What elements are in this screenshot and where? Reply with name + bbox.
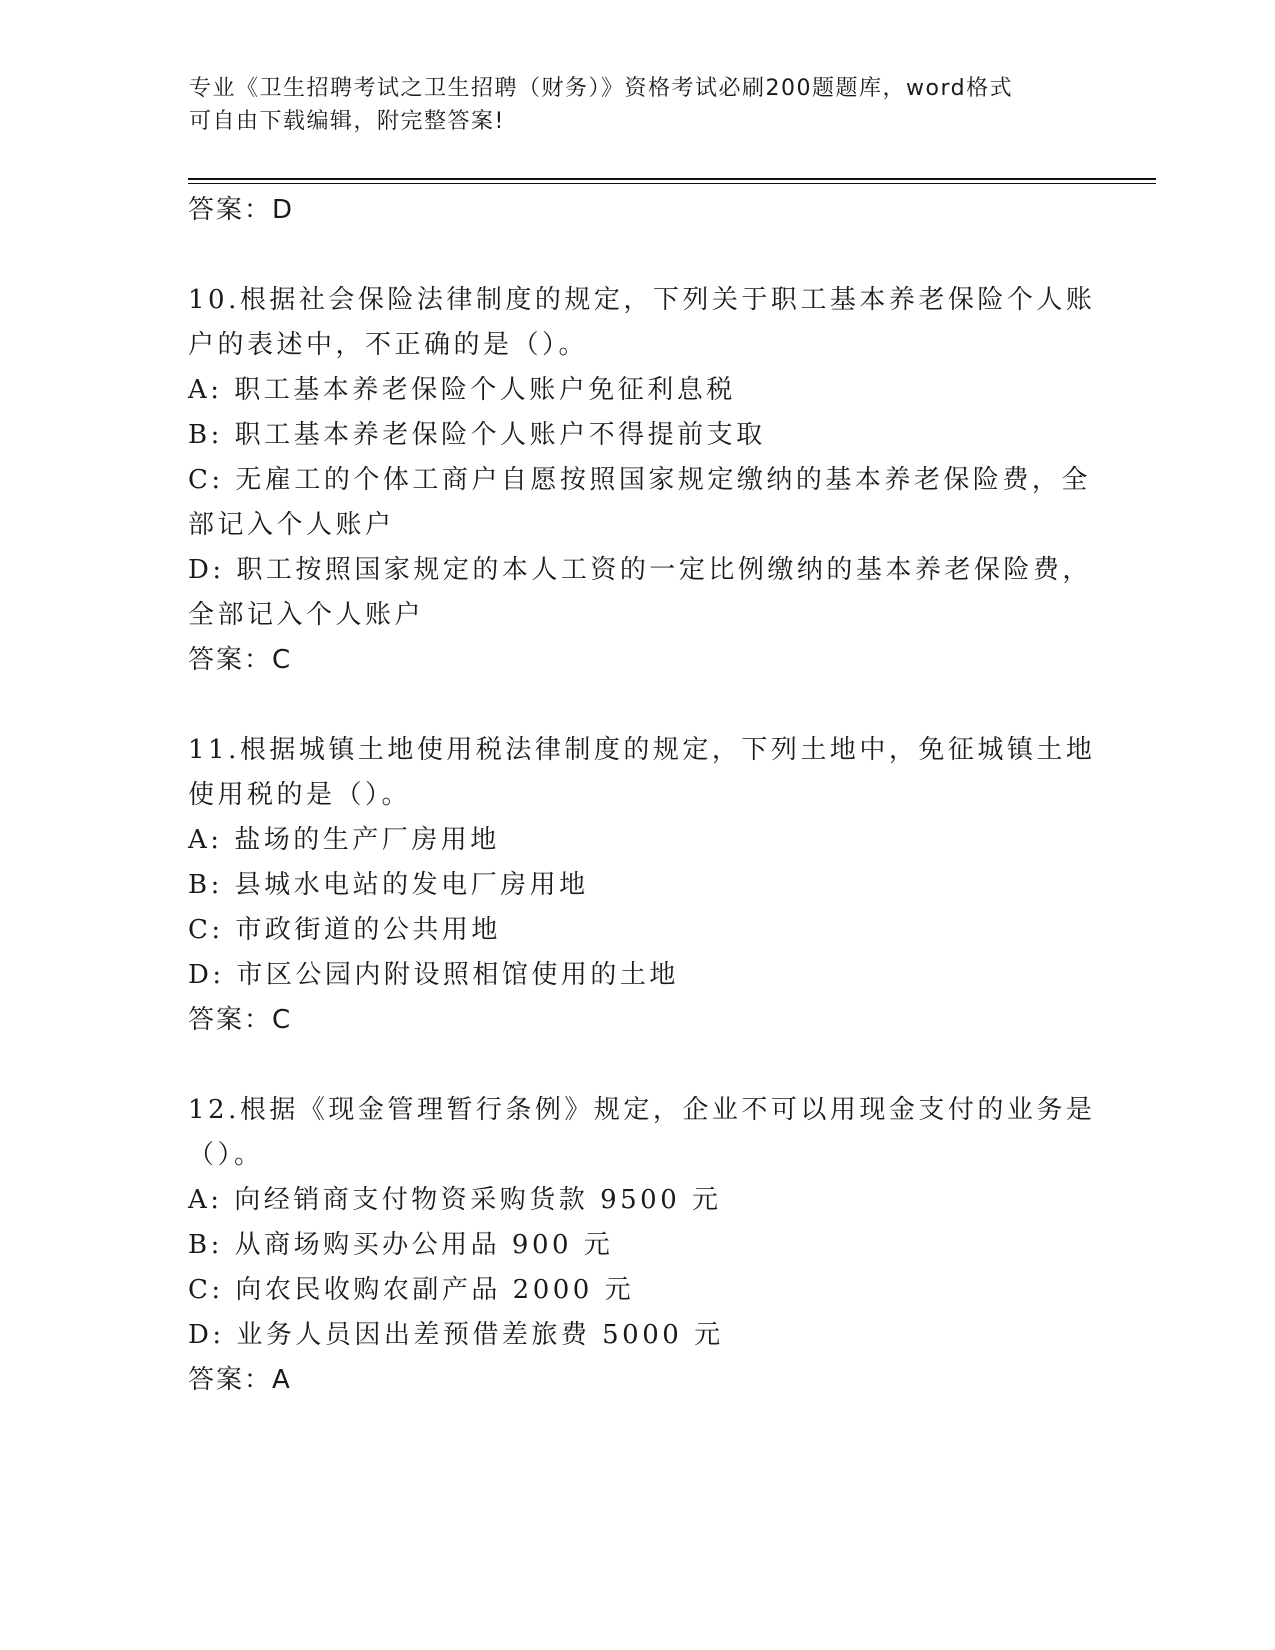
spacer bbox=[188, 233, 1088, 278]
header-rule-thick bbox=[188, 178, 1156, 180]
question-stem: 10.根据社会保险法律制度的规定，下列关于职工基本养老保险个人账 bbox=[188, 285, 1096, 315]
question-10 bbox=[188, 278, 1096, 683]
previous-answer: 答案：D bbox=[188, 195, 295, 225]
question-stem: 12.根据《现金管理暂行条例》规定，企业不可以用现金支付的业务是 bbox=[188, 1095, 1096, 1125]
option-c: C: 市政街道的公共用地 bbox=[188, 915, 501, 945]
question-12 bbox=[188, 1088, 1096, 1403]
option-d: D: 业务人员因出差预借差旅费 5000 元 bbox=[188, 1320, 724, 1350]
page-header bbox=[189, 72, 1069, 138]
option-d: D: 市区公园内附设照相馆使用的土地 bbox=[188, 960, 679, 990]
answer: 答案：C bbox=[188, 645, 293, 675]
question-stem-cont: 使用税的是（）。 bbox=[188, 780, 412, 810]
option-a: A: 向经销商支付物资采购货款 9500 元 bbox=[188, 1185, 722, 1215]
option-d-cont: 全部记入个人账户 bbox=[188, 600, 425, 630]
option-b: B: 从商场购买办公用品 900 元 bbox=[188, 1230, 614, 1260]
option-c: C: 无雇工的个体工商户自愿按照国家规定缴纳的基本养老保险费，全 bbox=[188, 465, 1091, 495]
spacer bbox=[188, 1043, 1088, 1088]
option-c-cont: 部记入个人账户 bbox=[188, 510, 395, 540]
spacer bbox=[188, 683, 1088, 728]
question-stem-cont: 户的表述中，不正确的是（）。 bbox=[188, 330, 589, 360]
option-b: B: 县城水电站的发电厂房用地 bbox=[188, 870, 589, 900]
question-stem-cont: （）。 bbox=[188, 1140, 264, 1170]
option-c: C: 向农民收购农副产品 2000 元 bbox=[188, 1275, 635, 1305]
question-stem: 11.根据城镇土地使用税法律制度的规定，下列土地中，免征城镇土地 bbox=[188, 735, 1096, 765]
answer: 答案：A bbox=[188, 1365, 292, 1395]
header-line-1: 专业《卫生招聘考试之卫生招聘（财务）》资格考试必刷200题题库，word格式 bbox=[189, 76, 1014, 101]
option-d: D: 职工按照国家规定的本人工资的一定比例缴纳的基本养老保险费， bbox=[188, 555, 1092, 585]
option-a: A: 盐场的生产厂房用地 bbox=[188, 825, 500, 855]
option-b: B: 职工基本养老保险个人账户不得提前支取 bbox=[188, 420, 766, 450]
document-body bbox=[188, 188, 1096, 1403]
header-line-2: 可自由下载编辑，附完整答案! bbox=[189, 109, 505, 134]
answer: 答案：C bbox=[188, 1005, 293, 1035]
question-11 bbox=[188, 728, 1096, 1043]
option-a: A: 职工基本养老保险个人账户免征利息税 bbox=[188, 375, 736, 405]
header-rule-thin bbox=[188, 183, 1156, 184]
